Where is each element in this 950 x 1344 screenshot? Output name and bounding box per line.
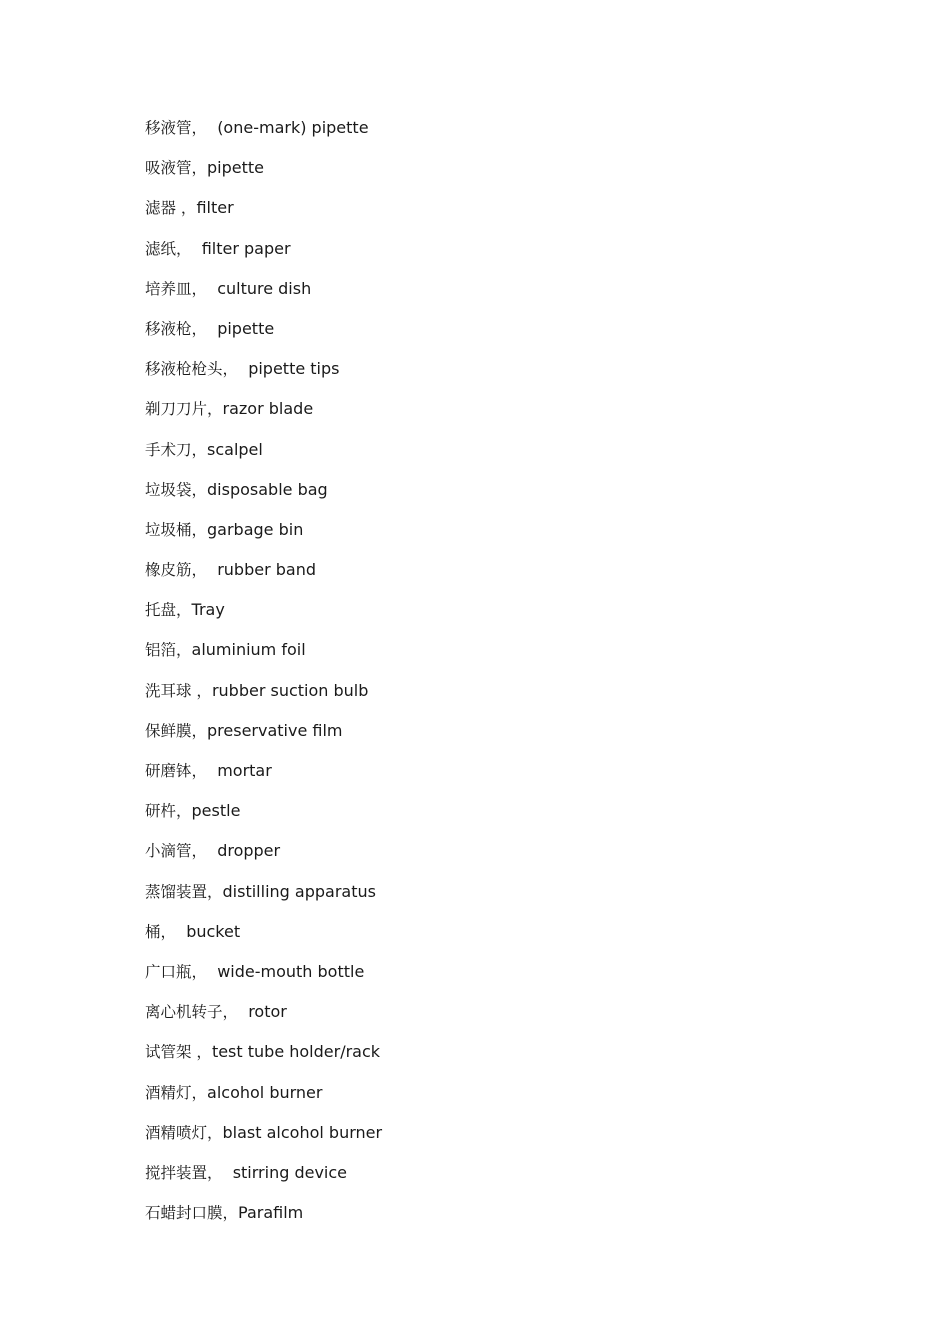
english-term: alcohol burner (207, 1082, 323, 1102)
term-separator (207, 118, 217, 137)
english-term: dropper (217, 841, 281, 861)
vocabulary-entry (145, 996, 382, 1036)
vocabulary-entry (145, 715, 382, 755)
vocabulary-entry (145, 313, 382, 353)
vocabulary-entry (145, 434, 382, 474)
vocabulary-entry (145, 916, 382, 956)
english-term: pipette (207, 158, 265, 178)
chinese-term: 试管架 ， (145, 1043, 212, 1062)
vocabulary-entry (145, 233, 382, 273)
english-term: pipette (217, 318, 275, 338)
chinese-term: 手术刀， (145, 440, 208, 459)
chinese-term: 移液枪， (145, 319, 208, 338)
english-term: stirring device (232, 1162, 347, 1182)
chinese-term: 广口瓶， (145, 962, 208, 981)
vocabulary-entry (145, 474, 382, 514)
chinese-term: 铝箔， (145, 641, 192, 660)
english-term: pipette tips (248, 359, 340, 379)
english-term: filter (196, 198, 234, 218)
chinese-term: 吸液管， (145, 159, 208, 178)
vocabulary-entry (145, 755, 382, 795)
term-separator (176, 922, 186, 941)
english-term: mortar (217, 761, 272, 780)
chinese-term: 石蜡封口膜， (145, 1204, 239, 1223)
vocabulary-entry (145, 956, 382, 996)
english-term: pestle (191, 801, 241, 821)
chinese-term: 垃圾袋， (145, 480, 208, 499)
term-separator (223, 1163, 233, 1182)
vocabulary-entry (145, 112, 382, 152)
english-term: Tray (191, 600, 225, 620)
term-separator (238, 359, 248, 378)
english-term: preservative film (207, 720, 343, 740)
english-term: culture dish (217, 278, 312, 298)
chinese-term: 垃圾桶， (145, 520, 208, 539)
chinese-term: 蒸馏装置， (145, 882, 223, 901)
vocabulary-entry (145, 835, 382, 875)
vocabulary-entry (145, 675, 382, 715)
vocabulary-entry (145, 594, 382, 634)
chinese-term: 搅拌装置， (145, 1163, 223, 1182)
vocabulary-entry (145, 876, 382, 916)
chinese-term: 滤纸， (145, 239, 192, 258)
chinese-term: 滤器 ， (145, 199, 197, 218)
vocabulary-entry (145, 353, 382, 393)
vocabulary-entry (145, 192, 382, 232)
term-separator (207, 761, 217, 780)
english-term: garbage bin (207, 519, 304, 539)
term-separator (192, 239, 202, 258)
english-term: Parafilm (238, 1203, 304, 1223)
english-term: aluminium foil (191, 640, 306, 660)
vocabulary-entry (145, 1197, 382, 1237)
term-separator (207, 279, 217, 298)
chinese-term: 酒精灯， (145, 1083, 208, 1102)
chinese-term: 小滴管， (145, 842, 208, 861)
chinese-term: 剃刀刀片， (145, 400, 223, 419)
term-separator (207, 962, 217, 981)
english-term: rotor (248, 1002, 287, 1022)
vocabulary-entry (145, 1117, 382, 1157)
term-separator (207, 841, 217, 860)
chinese-term: 桶， (145, 922, 177, 941)
vocabulary-entry (145, 795, 382, 835)
chinese-term: 酒精喷灯， (145, 1123, 223, 1142)
vocabulary-entry (145, 554, 382, 594)
english-term: rubber suction bulb (211, 680, 369, 700)
english-term: test tube holder/rack (211, 1042, 381, 1062)
term-separator (207, 319, 217, 338)
vocabulary-entry (145, 393, 382, 433)
term-separator (207, 560, 217, 579)
english-term: blast alcohol burner (222, 1122, 383, 1142)
english-term: rubber band (217, 560, 316, 580)
english-term: filter paper (201, 238, 291, 258)
vocabulary-entry (145, 1077, 382, 1117)
chinese-term: 离心机转子， (145, 1003, 239, 1022)
chinese-term: 研杵， (145, 802, 192, 821)
vocabulary-entry (145, 634, 382, 674)
chinese-term: 研磨钵， (145, 762, 208, 780)
english-term: wide-mouth bottle (217, 961, 365, 981)
chinese-term: 托盘， (145, 601, 192, 620)
english-term: distilling apparatus (222, 881, 376, 901)
english-term: razor blade (222, 399, 314, 419)
term-separator (238, 1002, 248, 1021)
english-term: disposable bag (207, 479, 328, 499)
vocabulary-entry (145, 1157, 382, 1197)
vocabulary-entry (145, 514, 382, 554)
chinese-term: 培养皿， (145, 279, 208, 298)
english-term: bucket (186, 921, 241, 941)
chinese-term: 洗耳球 ， (145, 681, 212, 700)
vocabulary-entry (145, 1036, 382, 1076)
english-term: scalpel (207, 439, 263, 459)
chinese-term: 橡皮筋， (145, 561, 208, 580)
chinese-term: 移液管， (145, 119, 208, 137)
english-term: (one-mark) pipette (217, 118, 369, 137)
vocabulary-entry (145, 273, 382, 313)
chinese-term: 移液枪枪头， (145, 360, 239, 379)
vocabulary-list (145, 112, 382, 1237)
chinese-term: 保鲜膜， (145, 721, 208, 740)
vocabulary-entry (145, 152, 382, 192)
